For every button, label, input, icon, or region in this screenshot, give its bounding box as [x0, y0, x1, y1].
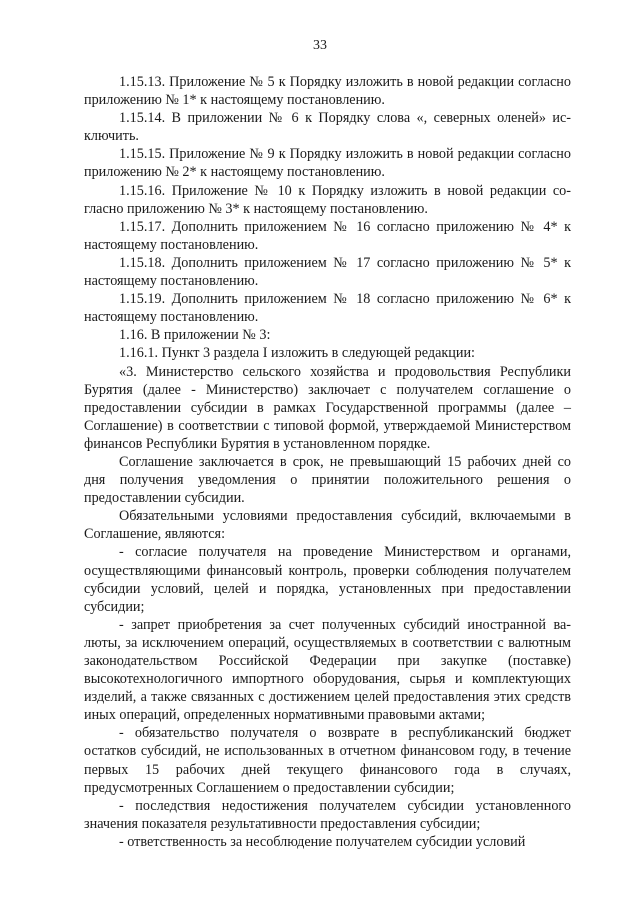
paragraph-agreement-term: Соглашение заключается в срок, не превышающий 15 рабочих дней со дня получения уведомления о принятии положительного решения о предоставлении субсидии.: [84, 453, 571, 507]
paragraph-1-16: 1.16. В приложении № 3:: [119, 327, 271, 344]
list-item-responsibility: - ответственность за несоблюдение получателем субсидии условий: [119, 833, 526, 850]
paragraph-point-3: «3. Министерство сельского хозяйства и продовольствия Республики Бурятия (далее - Министерство) заключает с получателем соглашение о предоставлении субсидии в рамках Государственной программы (далее – Соглашение) в соответствии с типовой формой, утверждаемой Министерством финансов Республики Бурятия в установленном порядке.: [84, 363, 571, 452]
paragraph-1-15-14: 1.15.14. В приложении № 6 к Порядку слова «, северных оленей» исключить.: [84, 110, 571, 145]
paragraph-1-15-18: 1.15.18. Дополнить приложением № 17 согласно приложению № 5* к настоящему постановлению.: [84, 254, 571, 290]
paragraph-1-15-16: 1.15.16. Приложение № 10 к Порядку изложить в новой редакции согласно приложению № 3* к настоящему постановлению.: [84, 182, 571, 217]
paragraph-1-15-15: 1.15.15. Приложение № 9 к Порядку изложить в новой редакции согласно приложению № 2* к настоящему постановлению.: [84, 146, 571, 181]
page-number: 33: [313, 38, 327, 53]
paragraph-1-16-1: 1.16.1. Пункт 3 раздела I изложить в следующей редакции:: [119, 345, 476, 362]
document-body: [84, 73, 571, 851]
paragraph-mandatory-conditions: Обязательными условиями предоставления субсидий, включаемыми в Соглашение, являются:: [84, 508, 571, 543]
list-item-currency-ban: - запрет приобретения за счет полученных субсидий иностранной валюты, за исключением операций, осуществляемых в соответствии с валютным законодательством Российской Федерации при закупке (поставке) высокотехнологичного импортного оборудования, сырья и комплектующих изделий, а также связанных с достижением целей предоставления этих средств иных операций, определенных нормативными правовыми актами;: [84, 616, 571, 724]
list-item-consent: - согласие получателя на проведение Министерством и органами, осуществляющими финансовый контроль, проверки соблюдения получателем субсидии условий, целей и порядка, установленных при предоставлении субсидии;: [84, 544, 571, 615]
paragraph-1-15-19: 1.15.19. Дополнить приложением № 18 согласно приложению № 6* к настоящему постановлению.: [84, 291, 571, 326]
list-item-consequences: - последствия недостижения получателем субсидии установленного значения показателя результативности предоставления субсидии;: [84, 797, 571, 832]
paragraph-1-15-17: 1.15.17. Дополнить приложением № 16 согласно приложению № 4* к настоящему постановлению.: [84, 218, 571, 253]
list-item-refund-obligation: - обязательство получателя о возврате в республиканский бюджет остатков субсидий, не использованных в отчетном финансовом году, в течение первых 15 рабочих дней текущего финансового года в случаях, предусмотренных Соглашением о предоставлении субсидии;: [84, 725, 571, 796]
paragraph-1-15-13: 1.15.13. Приложение № 5 к Порядку изложить в новой редакции согласно приложению № 1* к настоящему постановлению.: [84, 74, 571, 109]
